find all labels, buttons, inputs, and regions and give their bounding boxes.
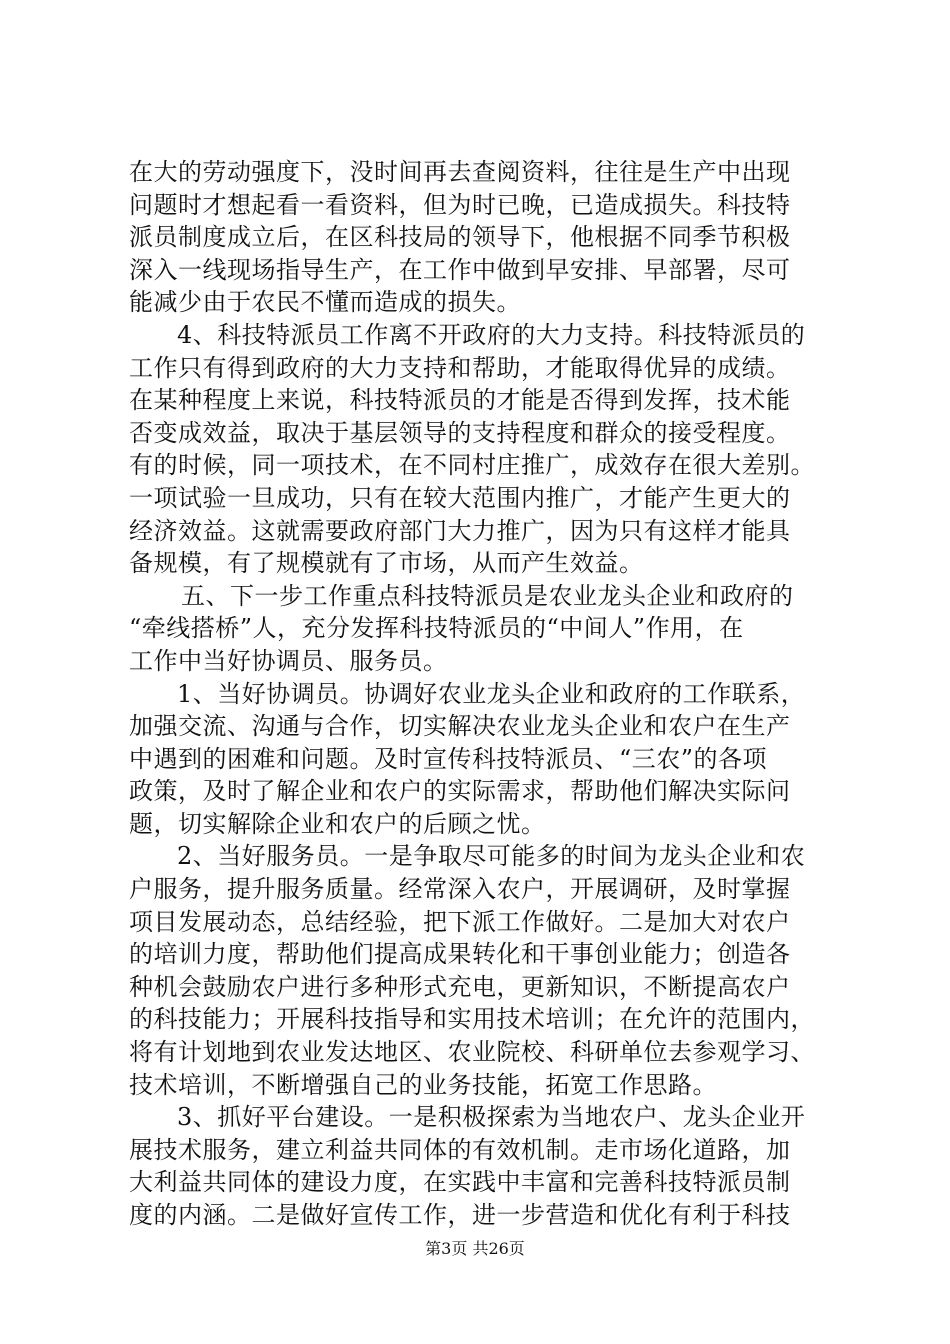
text-line: 的科技能力；开展科技指导和实用技术培训；在允许的范围内，	[129, 1005, 815, 1034]
text-line: 经济效益。这就需要政府部门大力推广，因为只有这样才能具	[129, 516, 791, 545]
text-line: 将有计划地到农业发达地区、农业院校、科研单位去参观学习、	[129, 1038, 815, 1067]
text-line: 在大的劳动强度下，没时间再去查阅资料，往往是生产中出现	[129, 158, 791, 186]
text-line: 工作只有得到政府的大力支持和帮助，才能取得优异的成绩。	[129, 353, 791, 382]
text-line: 工作中当好协调员、服务员。	[129, 646, 448, 675]
text-line: 2、当好服务员。一是争取尽可能多的时间为龙头企业和农	[177, 842, 806, 871]
text-line: 户服务，提升服务质量。经常深入农户，开展调研，及时掌握	[129, 875, 791, 904]
text-line: 政策，及时了解企业和农户的实际需求，帮助他们解决实际问	[129, 777, 791, 806]
text-line: 中遇到的困难和问题。及时宣传科技特派员、“三农”的各项	[129, 744, 768, 773]
text-line: 深入一线现场指导生产，在工作中做到早安排、早部署，尽可	[129, 255, 791, 284]
document-body	[129, 156, 829, 1232]
page-footer: 第3页 共26页	[425, 1239, 525, 1258]
text-line: 1、当好协调员。协调好农业龙头企业和政府的工作联系，	[177, 679, 806, 708]
text-line: 否变成效益，取决于基层领导的支持程度和群众的接受程度。	[129, 418, 791, 447]
text-line: “牵线搭桥”人，充分发挥科技特派员的“中间人”作用，在	[129, 614, 744, 643]
text-line: 的培训力度，帮助他们提高成果转化和干事创业能力；创造各	[129, 940, 791, 969]
text-line: 在某种程度上来说，科技特派员的才能是否得到发挥，技术能	[129, 386, 791, 415]
text-line: 项目发展动态，总结经验，把下派工作做好。二是加大对农户	[129, 907, 791, 936]
text-line: 技术培训，不断增强自己的业务技能，拓宽工作思路。	[129, 1070, 717, 1099]
text-line: 加强交流、沟通与合作，切实解决农业龙头企业和农户在生产	[129, 712, 791, 741]
text-line: 一项试验一旦成功，只有在较大范围内推广，才能产生更大的	[129, 483, 791, 512]
text-line: 备规模，有了规模就有了市场，从而产生效益。	[129, 549, 644, 578]
text-line: 4、科技特派员工作离不开政府的大力支持。科技特派员的	[177, 320, 806, 349]
text-line: 3、抓好平台建设。一是积极探索为当地农户、龙头企业开	[177, 1103, 806, 1132]
section-heading-line: 五、下一步工作重点科技特派员是农业龙头企业和政府的	[181, 581, 794, 610]
text-line: 问题时才想起看一看资料，但为时已晚，已造成损失。科技特	[129, 190, 791, 219]
text-line: 展技术服务，建立利益共同体的有效机制。走市场化道路，加	[129, 1135, 791, 1164]
text-line: 题，切实解除企业和农户的后顾之忧。	[129, 809, 546, 838]
text-line: 有的时候，同一项技术，在不同村庄推广，成效存在很大差别。	[129, 451, 815, 480]
text-line: 种机会鼓励农户进行多种形式充电，更新知识，不断提高农户	[129, 972, 791, 1001]
text-line: 度的内涵。二是做好宣传工作，进一步营造和优化有利于科技	[129, 1201, 791, 1229]
text-line: 能减少由于农民不懂而造成的损失。	[129, 288, 521, 317]
text-line: 派员制度成立后，在区科技局的领导下，他根据不同季节积极	[129, 223, 791, 252]
text-line: 大利益共同体的建设力度，在实践中丰富和完善科技特派员制	[129, 1168, 791, 1197]
